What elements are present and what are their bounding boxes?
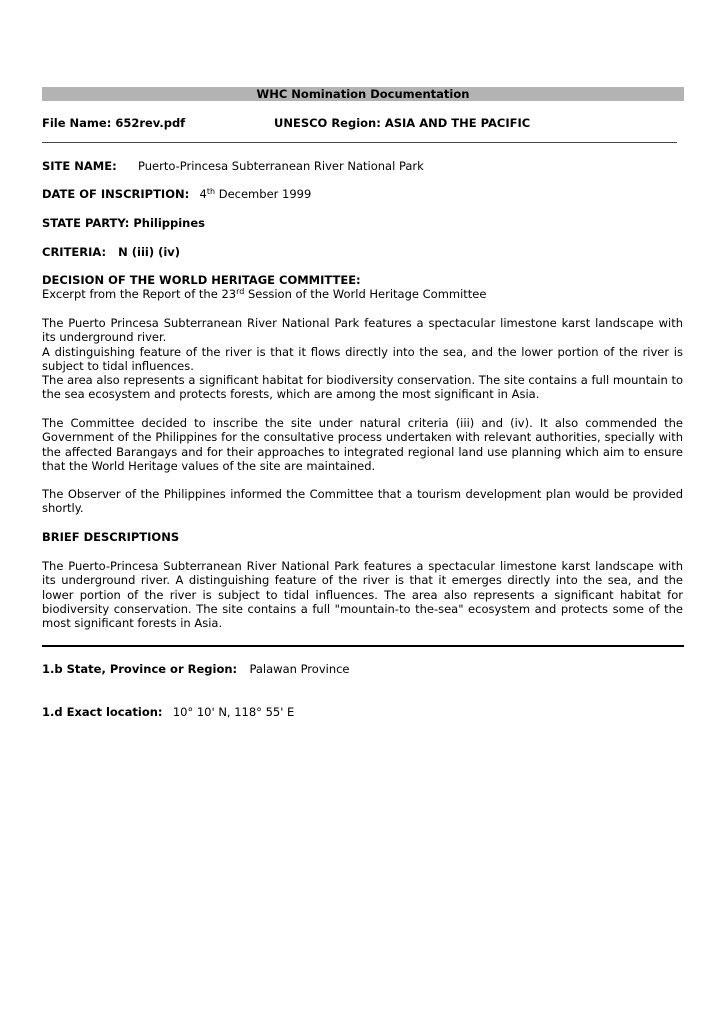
- state-province-label: 1.b State, Province or Region:: [42, 662, 238, 676]
- decision-para1-line2: A distinguishing feature of the river is that it flows directly into the sea, and the lower portion of the river is subject to tidal influences.: [42, 344, 683, 373]
- exact-location-row: [42, 705, 294, 719]
- file-name: File Name: 652rev.pdf: [42, 116, 186, 130]
- state-party: STATE PARTY: Philippines: [42, 216, 206, 230]
- site-name-row: [42, 159, 424, 173]
- site-name-label: SITE NAME:: [42, 159, 117, 173]
- unesco-region: UNESCO Region: ASIA AND THE PACIFIC: [274, 116, 531, 130]
- inscription-day: 4: [199, 187, 207, 201]
- excerpt-text-start: Excerpt from the Report of the 23: [42, 287, 237, 301]
- exact-location-value: 10° 10' N, 118° 55' E: [172, 705, 295, 719]
- state-province-row: [42, 662, 350, 676]
- inscription-month-year: December 1999: [215, 187, 312, 201]
- brief-description: The Puerto-Princesa Subterranean River National Park features a spectacular limestone karst landscape with its underground river. A distinguishing feature of the river is that it emerges directly into the sea, and the lower portion of the river is subject to tidal influences. The area also represents a significant habitat for biodiversity conservation. The site contains a full "mountain-to the-sea" ecosystem and protects some of the most significant forests in Asia.: [42, 559, 683, 631]
- site-name-value: Puerto-Princesa Subterranean River National Park: [138, 159, 424, 173]
- brief-heading: BRIEF DESCRIPTIONS: [42, 530, 180, 544]
- header-divider: [42, 142, 677, 143]
- decision-para1-line1: The Puerto Princesa Subterranean River National Park features a spectacular limestone karst landscape with its underground river.: [42, 316, 683, 345]
- section-divider: [42, 645, 684, 647]
- inscription-label: DATE OF INSCRIPTION:: [42, 187, 190, 201]
- state-province-value: Palawan Province: [249, 662, 350, 676]
- decision-heading: DECISION OF THE WORLD HERITAGE COMMITTEE:: [42, 273, 361, 287]
- excerpt-session-suffix: rd: [236, 287, 245, 296]
- decision-excerpt: [42, 287, 486, 301]
- decision-paragraph-3: The Observer of the Philippines informed the Committee that a tourism development plan would be provided shortly.: [42, 487, 683, 516]
- decision-paragraph-1: [42, 316, 683, 402]
- criteria: CRITERIA: N (iii) (iv): [42, 245, 181, 259]
- document-header-bar: WHC Nomination Documentation: [42, 87, 684, 101]
- inscription-day-suffix: th: [206, 187, 216, 196]
- excerpt-text-end: Session of the World Heritage Committee: [244, 287, 487, 301]
- decision-paragraph-2: The Committee decided to inscribe the site under natural criteria (iii) and (iv). It also commended the Government of the Philippines for the consultative process undertaken with relevant authorities, specially with the affected Barangays and for their approaches to integrated regional land use planning which aim to ensure that the World Heritage values of the site are maintained.: [42, 416, 683, 473]
- exact-location-label: 1.d Exact location:: [42, 705, 163, 719]
- decision-para1-line3: The area also represents a significant habitat for biodiversity conservation. The site contains a full mountain to the sea ecosystem and protects forests, which are among the most significant in Asia.: [42, 373, 683, 402]
- inscription-row: [42, 187, 311, 201]
